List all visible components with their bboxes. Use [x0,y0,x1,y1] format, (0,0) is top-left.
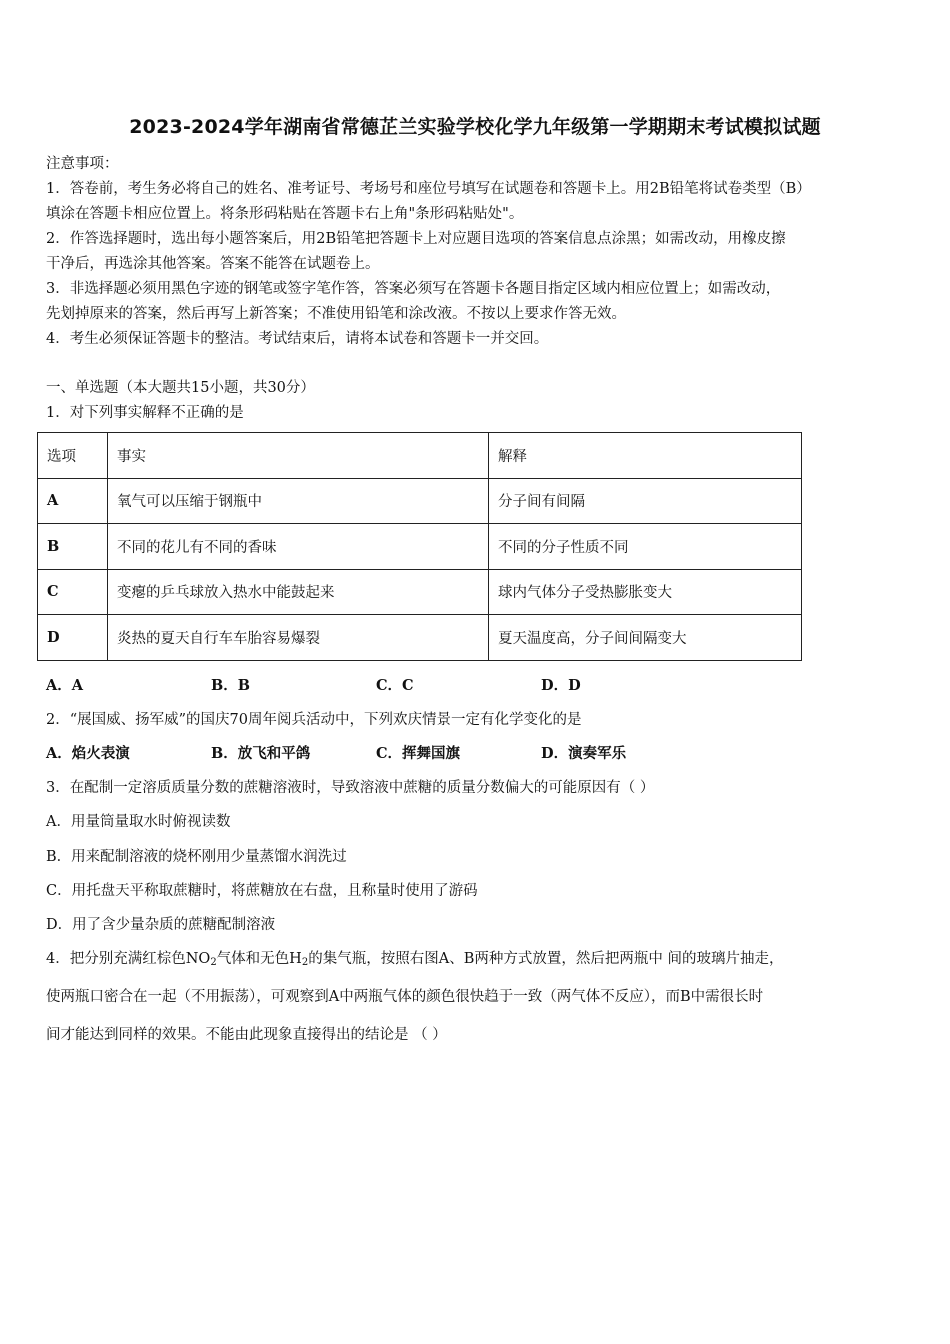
question-3-option-b: B．用来配制溶液的烧杯刚用少量蒸馏水润洗过 [46,849,347,865]
table-header-row [38,433,802,479]
question-3-option-d: D．用了含少量杂质的蔗糖配制溶液 [46,917,276,933]
question-2-option-d: D．演奏军乐 [541,745,627,762]
question-4-stem [46,947,783,968]
table-cell: A [38,478,108,524]
question-3-option-a: A．用量筒量取水时俯视读数 [46,814,231,830]
notice-line: 先划掉原来的答案，然后再写上新答案；不准使用铅笔和涂改液。不按以上要求作答无效。 [46,306,626,322]
table-cell: 不同的花儿有不同的香味 [108,524,489,570]
question-4-text: 4．把分别充满红棕色NO [46,951,211,967]
table-cell: 夏天温度高，分子间间隔变大 [489,615,802,661]
question-1-option-c: C．C [376,677,414,694]
table-cell: D [38,615,108,661]
table-cell: B [38,524,108,570]
notice-line: 1．答卷前，考生务必将自己的姓名、准考证号、考场号和座位号填写在试题卷和答题卡上。用2B铅笔将试卷类型（B） [46,181,811,197]
question-1-table [37,432,802,661]
question-4-line: 间才能达到同样的效果。不能由此现象直接得出的结论是 （ ） [46,1027,447,1043]
notice-line: 填涂在答题卡相应位置上。将条形码粘贴在答题卡右上角"条形码粘贴处"。 [46,206,524,222]
notice-heading: 注意事项： [46,156,119,172]
question-2-option-c: C．挥舞国旗 [376,745,461,762]
question-4-text: 的集气瓶，按照右图A、B两种方式放置，然后把两瓶中 间的玻璃片抽走， [308,951,784,967]
table-cell: 不同的分子性质不同 [489,524,802,570]
question-1-option-b: B．B [211,677,251,694]
question-1-option-d: D．D [541,677,581,694]
notice-line: 3．非选择题必须用黑色字迹的钢笔或签字笔作答，答案必须写在答题卡各题目指定区域内相应位置上；如需改动， [46,281,781,297]
table-cell: 氧气可以压缩于钢瓶中 [108,478,489,524]
table-cell: 球内气体分子受热膨胀变大 [489,569,802,615]
table-header: 事实 [108,433,489,479]
notice-line: 干净后，再选涂其他答案。答案不能答在试题卷上。 [46,256,380,272]
table-cell: C [38,569,108,615]
notice-line: 4．考生必须保证答题卡的整洁。考试结束后，请将本试卷和答题卡一并交回。 [46,331,549,347]
table-header: 选项 [38,433,108,479]
subscript: 2 [210,957,217,968]
question-2-stem: 2．“展国威、扬军威”的国庆70周年阅兵活动中，下列欢庆情景一定有化学变化的是 [46,712,582,728]
section-heading: 一、单选题（本大题共15小题，共30分） [46,380,315,396]
subscript: 2 [301,957,309,968]
notice-line: 2．作答选择题时，选出每小题答案后，用2B铅笔把答题卡上对应题目选项的答案信息点涂黑；如需改动，用橡皮擦 [46,231,786,247]
table-cell: 炎热的夏天自行车车胎容易爆裂 [108,615,489,661]
table-row [38,569,802,615]
question-2-option-b: B．放飞和平鸽 [211,745,311,762]
question-4-line: 使两瓶口密合在一起（不用振荡），可观察到A中两瓶气体的颜色很快趋于一致（两气体不反应），而B中需很长时 [46,989,764,1005]
table-row [38,478,802,524]
question-1-stem: 1．对下列事实解释不正确的是 [46,405,244,421]
table-cell: 分子间有间隔 [489,478,802,524]
question-3-option-c: C．用托盘天平称取蔗糖时，将蔗糖放在右盘，且称量时使用了游码 [46,883,478,899]
table-cell: 变瘪的乒乓球放入热水中能鼓起来 [108,569,489,615]
table-header: 解释 [489,433,802,479]
exam-title: 2023-2024学年湖南省常德芷兰实验学校化学九年级第一学期期末考试模拟试题 [129,116,821,138]
table-row [38,615,802,661]
question-1-option-a: A．A [46,677,84,694]
question-2-option-a: A．焰火表演 [46,745,130,762]
question-4-text: 气体和无色H [216,951,302,967]
table-row [38,524,802,570]
question-3-stem: 3．在配制一定溶质质量分数的蔗糖溶液时，导致溶液中蔗糖的质量分数偏大的可能原因有（ ） [46,780,655,796]
